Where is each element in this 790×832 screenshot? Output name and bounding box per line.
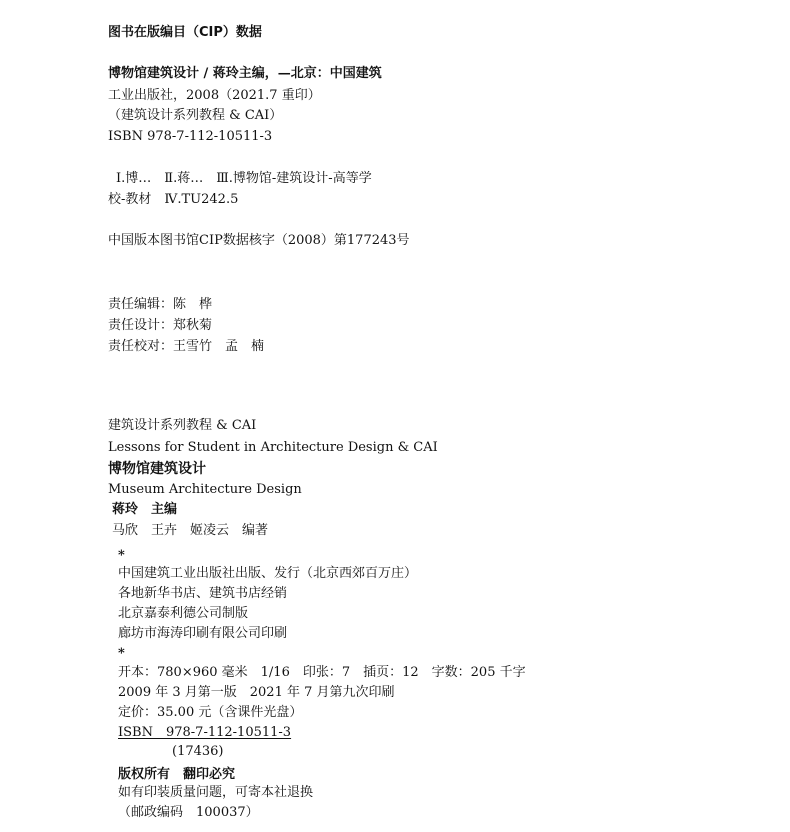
cip-subject-line-2: 校-教材 Ⅳ.TU242.5 — [108, 192, 239, 207]
postcode: （邮政编码 100037） — [118, 805, 259, 820]
cip-series: （建筑设计系列教程 & CAI） — [108, 108, 283, 123]
book-title-chinese: 博物馆建筑设计 — [108, 461, 206, 477]
book-format: 开本：780×960 毫米 1/16 印张：7 插页：12 字数：205 千字 — [118, 665, 526, 680]
chief-editor: 蒋玲 主编 — [112, 502, 178, 517]
series-chinese: 建筑设计系列教程 & CAI — [108, 418, 257, 433]
production-line: 北京嘉泰利德公司制版 — [118, 606, 249, 621]
edition-info: 2009 年 3 月第一版 2021 年 7 月第九次印刷 — [118, 685, 395, 700]
responsible-editor: 责任编辑：陈 桦 — [108, 297, 213, 312]
responsible-proofreader: 责任校对：王雪竹 孟 楠 — [108, 339, 265, 354]
cip-record-number: 中国版本图书馆CIP数据核字（2008）第177243号 — [108, 233, 410, 248]
separator-star-2: * — [118, 646, 125, 661]
returns-notice: 如有印装质量问题，可寄本社退换 — [118, 785, 314, 800]
cip-isbn: ISBN 978-7-112-10511-3 — [108, 129, 273, 144]
publisher-line: 中国建筑工业出版社出版、发行（北京西郊百万庄） — [118, 566, 418, 581]
authors: 马欣 王卉 姬凌云 编著 — [112, 523, 269, 538]
printer-line: 廊坊市海涛印刷有限公司印刷 — [118, 626, 288, 641]
separator-star-1: * — [118, 548, 125, 563]
responsible-designer: 责任设计：郑秋菊 — [108, 318, 213, 333]
cip-title-line-2: 工业出版社，2008（2021.7 重印） — [108, 88, 321, 103]
series-english: Lessons for Student in Architecture Design & CAI — [108, 440, 438, 455]
price: 定价：35.00 元（含课件光盘） — [118, 705, 303, 720]
cip-title-line-1: 博物馆建筑设计 / 蒋玲主编，—北京：中国建筑 — [108, 66, 382, 81]
distributor-line: 各地新华书店、建筑书店经销 — [118, 586, 288, 601]
isbn-barcode-line: ISBN 978-7-112-10511-3 — [118, 725, 292, 740]
cip-heading: 图书在版编目（CIP）数据 — [108, 25, 262, 40]
book-code: (17436) — [172, 744, 224, 759]
book-title-english: Museum Architecture Design — [108, 482, 302, 497]
rights-notice: 版权所有 翻印必究 — [118, 767, 236, 782]
cip-subject-line-1: Ⅰ.博… Ⅱ.蒋… Ⅲ.博物馆-建筑设计-高等学 — [116, 171, 372, 186]
